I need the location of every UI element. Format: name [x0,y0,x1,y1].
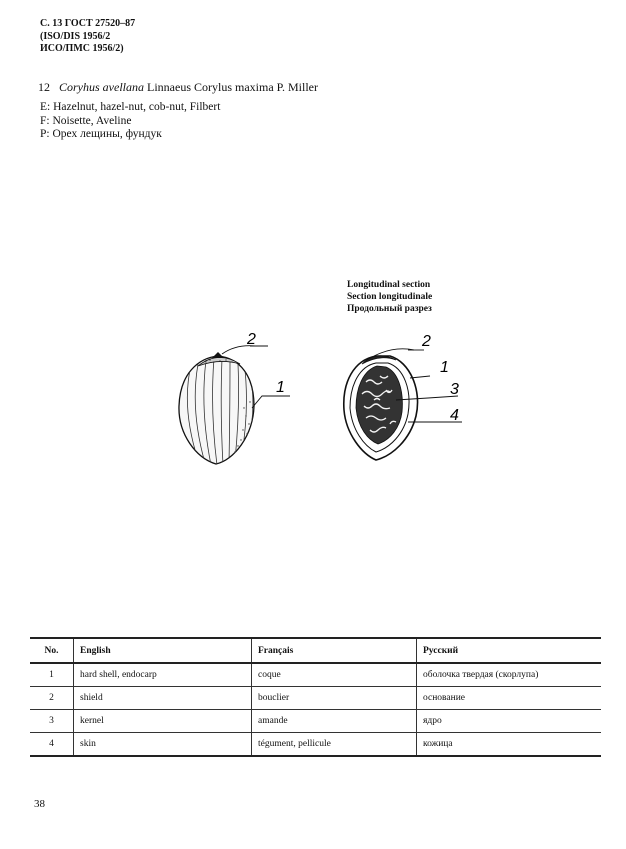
caption-french: Section longitudinale [347,292,433,302]
table-row [30,663,601,687]
table-row [30,710,601,733]
header-no: No. [30,638,74,663]
cell-russian: оболочка твердая (скорлупа) [417,663,602,687]
page-number: 38 [34,798,45,810]
cell-english: kernel [74,710,252,733]
latin-name-authors: Linnaeus Corylus maxima P. Miller [147,80,318,94]
label-1-right: 1 [440,359,449,376]
species-entry [38,80,318,95]
section-caption [347,279,432,315]
iso-code: (ISO/DIS 1956/2 [40,30,111,42]
header-french: Français [252,638,417,663]
table-row [30,687,601,710]
cell-russian: основание [417,687,602,710]
cell-french: tégument, pellicule [252,733,417,757]
header-russian: Русский [417,638,602,663]
caption-english: Longitudinal section [347,280,431,290]
cell-no: 1 [30,663,74,687]
label-3-right: 3 [450,381,459,398]
label-2-left: 2 [247,331,256,348]
table-header-row [30,638,601,663]
common-names [40,101,220,142]
english-name: E: Hazelnut, hazel-nut, cob-nut, Filbert [40,101,221,113]
latin-name: Coryhus avellana [59,80,144,94]
standard-code: С. 13 ГОСТ 27520–87 [40,18,136,29]
cell-french: coque [252,663,417,687]
label-4-right: 4 [450,407,459,424]
cell-french: amande [252,710,417,733]
cell-french: bouclier [252,687,417,710]
entry-number: 12 [38,80,50,94]
label-1-left: 1 [276,379,285,396]
terms-table [30,637,601,757]
document-header [40,18,135,56]
iso-code-russian: ИСО/ПМС 1956/2) [40,43,124,54]
cell-english: hard shell, endocarp [74,663,252,687]
cell-russian: ядро [417,710,602,733]
russian-name: P: Орех лещины, фундук [40,128,162,140]
cell-no: 2 [30,687,74,710]
label-2-right: 2 [422,333,431,350]
hazelnut-exterior-illustration [150,320,300,470]
cell-english: shield [74,687,252,710]
cell-english: skin [74,733,252,757]
cell-no: 4 [30,733,74,757]
cell-russian: кожица [417,733,602,757]
hazelnut-section-illustration [330,320,490,470]
header-english: English [74,638,252,663]
cell-no: 3 [30,710,74,733]
table-row [30,733,601,757]
caption-russian: Продольный разрез [347,304,432,314]
french-name: F: Noisette, Aveline [40,114,132,127]
